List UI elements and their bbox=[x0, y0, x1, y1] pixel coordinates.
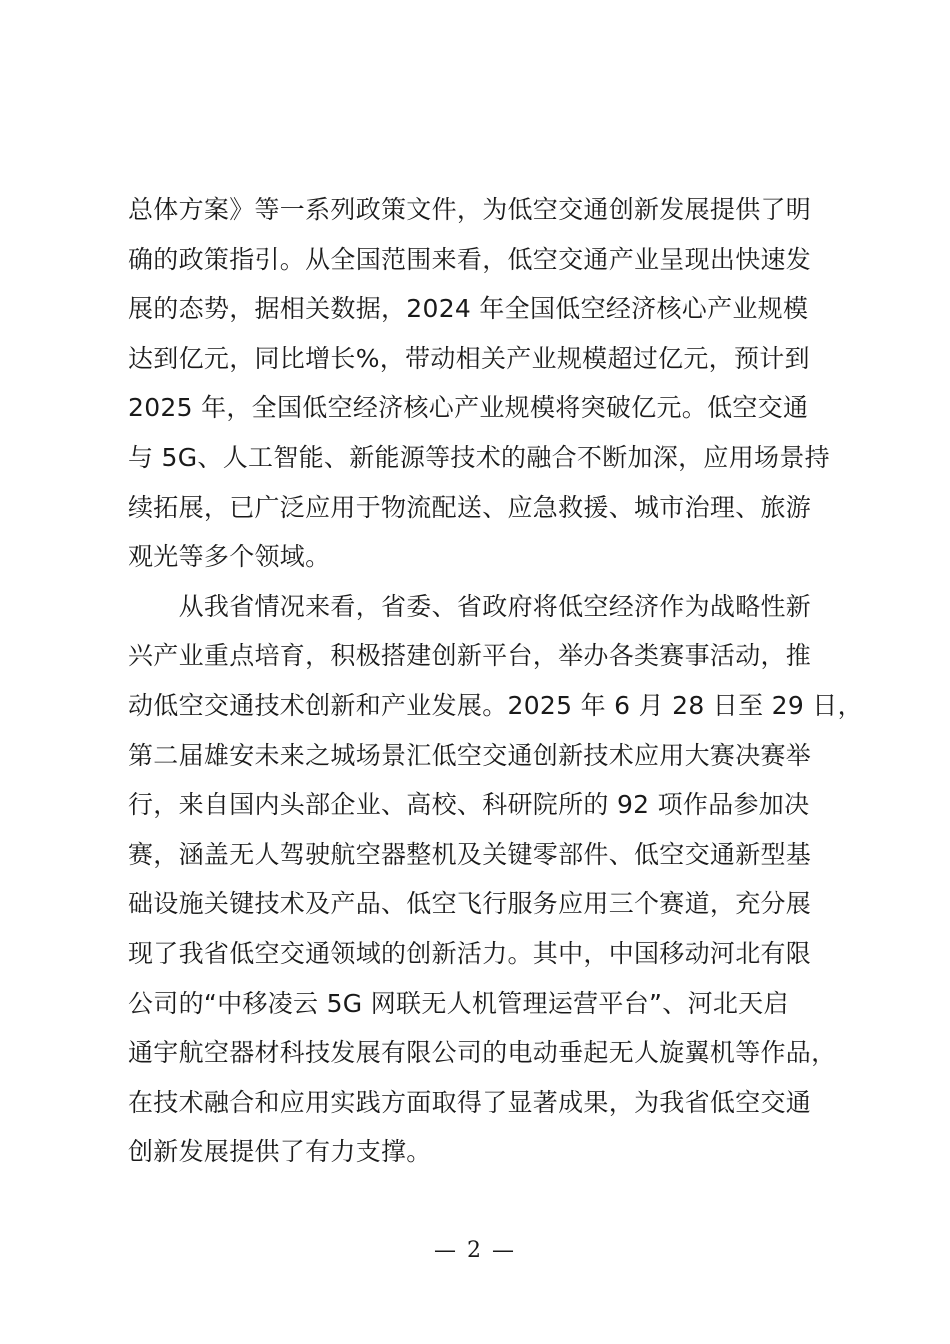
text-line: 创新发展提供了有力支撑。 bbox=[128, 1137, 432, 1167]
text-line: 动低空交通技术创新和产业发展。2025 年 6 月 28 日至 29 日， bbox=[128, 690, 863, 720]
text-line: 确的政策指引。从全国范围来看，低空交通产业呈现出快速发 bbox=[128, 244, 812, 274]
text-line: 第二届雄安未来之城场景汇低空交通创新技术应用大赛决赛举 bbox=[128, 740, 812, 770]
text-line: 2025 年，全国低空经济核心产业规模将突破亿元。低空交通 bbox=[128, 393, 809, 423]
document-body bbox=[128, 185, 863, 1177]
paragraph-2 bbox=[128, 582, 863, 1177]
text-line: 础设施关键技术及产品、低空飞行服务应用三个赛道，充分展 bbox=[128, 889, 812, 919]
text-line: 兴产业重点培育，积极搭建创新平台，举办各类赛事活动，推 bbox=[128, 641, 812, 671]
text-line: 行，来自国内头部企业、高校、科研院所的 92 项作品参加决 bbox=[128, 790, 810, 820]
text-line: 公司的“中移凌云 5G 网联无人机管理运营平台”、河北天启 bbox=[128, 988, 789, 1018]
paragraph-1 bbox=[128, 185, 834, 582]
text-line: 展的态势，据相关数据，2024 年全国低空经济核心产业规模 bbox=[128, 294, 809, 324]
text-line: 总体方案》等一系列政策文件，为低空交通创新发展提供了明 bbox=[128, 195, 812, 224]
page-number: — 2 — bbox=[434, 1238, 516, 1263]
text-line: 赛，涵盖无人驾驶航空器整机及关键零部件、低空交通新型基 bbox=[128, 839, 812, 869]
text-line: 续拓展，已广泛应用于物流配送、应急救援、城市治理、旅游 bbox=[128, 492, 812, 522]
text-line: 从我省情况来看，省委、省政府将低空经济作为战略性新 bbox=[128, 591, 812, 621]
text-line: 现了我省低空交通领域的创新活力。其中，中国移动河北有限 bbox=[128, 938, 812, 968]
text-line: 达到亿元，同比增长%，带动相关产业规模超过亿元，预计到 bbox=[128, 343, 810, 373]
text-line: 在技术融合和应用实践方面取得了显著成果，为我省低空交通 bbox=[128, 1087, 812, 1117]
text-line: 通宇航空器材科技发展有限公司的电动垂起无人旋翼机等作品， bbox=[128, 1038, 837, 1068]
text-line: 与 5G、人工智能、新能源等技术的融合不断加深，应用场景持 bbox=[128, 442, 830, 472]
text-line: 观光等多个领域。 bbox=[128, 542, 331, 572]
